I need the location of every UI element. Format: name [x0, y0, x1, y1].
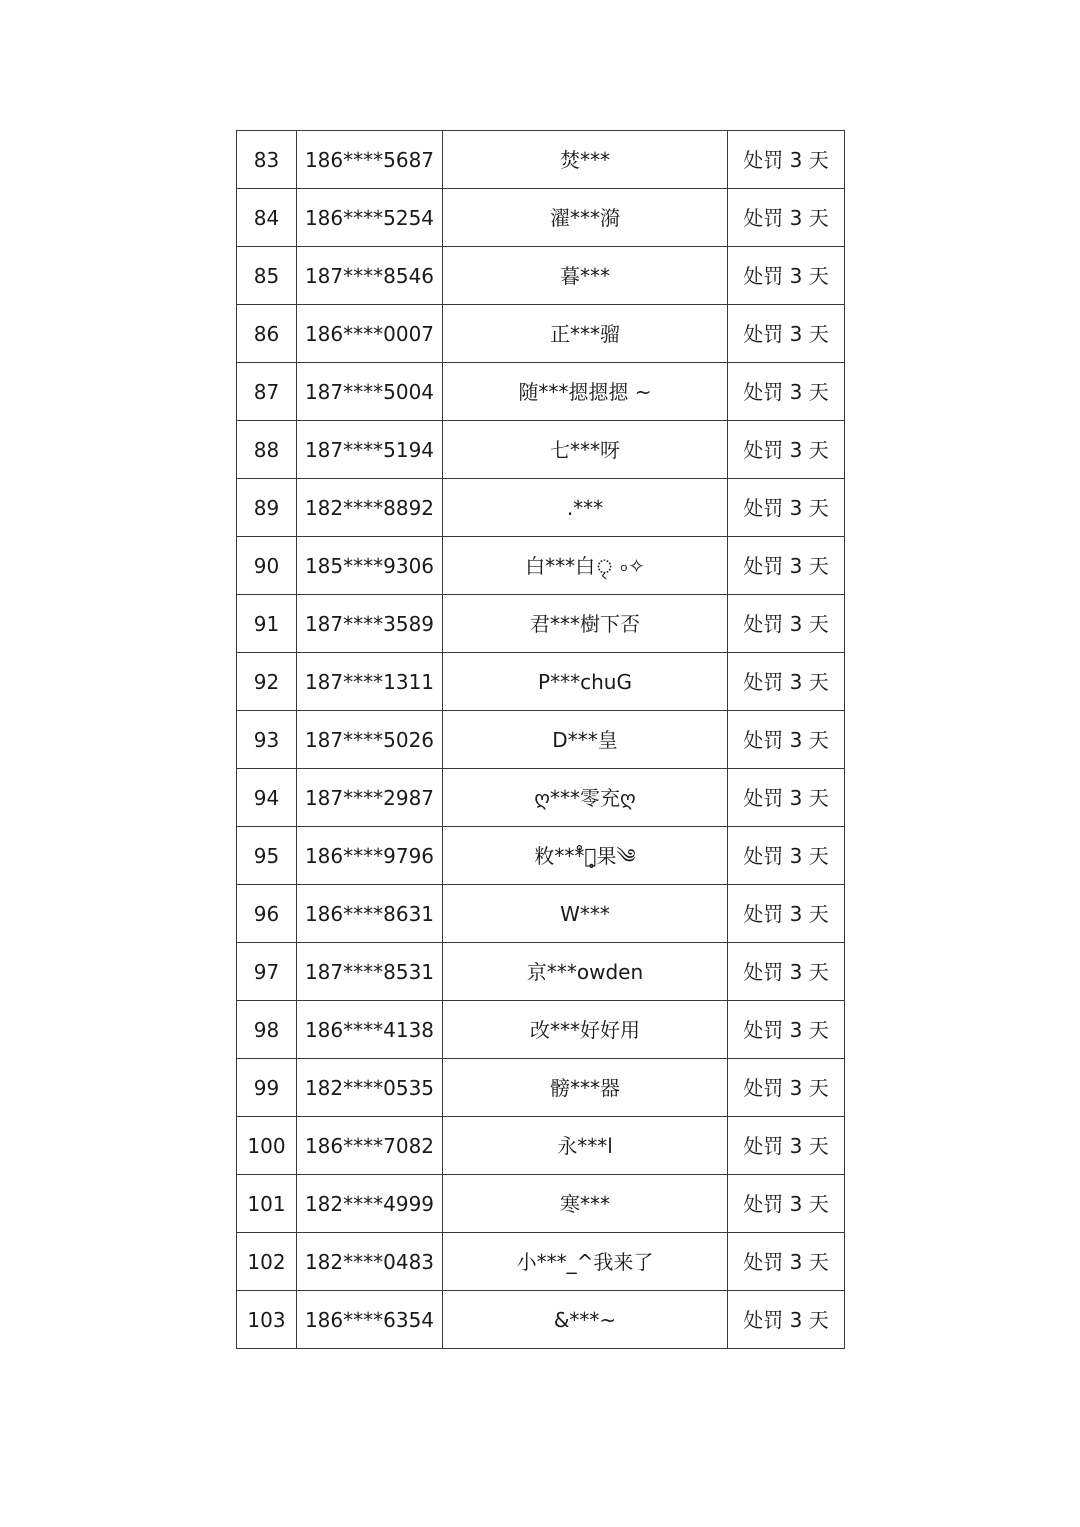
phone-cell: 182****0535 — [297, 1059, 443, 1117]
phone-cell: 187****5026 — [297, 711, 443, 769]
row-number-cell: 87 — [237, 363, 297, 421]
phone-cell: 187****1311 — [297, 653, 443, 711]
penalty-cell: 处罚 3 天 — [728, 943, 845, 1001]
table-row — [237, 363, 845, 421]
row-number-cell: 85 — [237, 247, 297, 305]
penalty-cell: 处罚 3 天 — [728, 1001, 845, 1059]
penalty-cell: 处罚 3 天 — [728, 769, 845, 827]
nickname-cell: 敉***̊苹̥果༄ — [443, 827, 728, 885]
phone-cell: 186****9796 — [297, 827, 443, 885]
penalty-cell: 处罚 3 天 — [728, 827, 845, 885]
row-number-cell: 95 — [237, 827, 297, 885]
nickname-cell: 暮*** — [443, 247, 728, 305]
penalty-cell: 处罚 3 天 — [728, 189, 845, 247]
nickname-cell: 改***好好用 — [443, 1001, 728, 1059]
phone-cell: 187****8531 — [297, 943, 443, 1001]
phone-cell: 182****0483 — [297, 1233, 443, 1291]
phone-cell: 187****2987 — [297, 769, 443, 827]
table-row — [237, 1291, 845, 1349]
table-row — [237, 1233, 845, 1291]
nickname-cell: D***皇 — [443, 711, 728, 769]
row-number-cell: 91 — [237, 595, 297, 653]
nickname-cell: P***chuG — [443, 653, 728, 711]
penalty-cell: 处罚 3 天 — [728, 537, 845, 595]
phone-cell: 186****0007 — [297, 305, 443, 363]
penalty-cell: 处罚 3 天 — [728, 1117, 845, 1175]
phone-cell: 186****5687 — [297, 131, 443, 189]
penalty-cell: 处罚 3 天 — [728, 131, 845, 189]
nickname-cell: 京***owden — [443, 943, 728, 1001]
phone-cell: 186****8631 — [297, 885, 443, 943]
row-number-cell: 103 — [237, 1291, 297, 1349]
penalty-table — [236, 130, 845, 1349]
penalty-cell: 处罚 3 天 — [728, 711, 845, 769]
row-number-cell: 101 — [237, 1175, 297, 1233]
table-row — [237, 711, 845, 769]
table-row — [237, 885, 845, 943]
row-number-cell: 83 — [237, 131, 297, 189]
row-number-cell: 86 — [237, 305, 297, 363]
nickname-cell: .*** — [443, 479, 728, 537]
nickname-cell: 小***_^我来了 — [443, 1233, 728, 1291]
penalty-cell: 处罚 3 天 — [728, 885, 845, 943]
penalty-cell: 处罚 3 天 — [728, 363, 845, 421]
nickname-cell: ღ***零充ღ — [443, 769, 728, 827]
nickname-cell: 焚*** — [443, 131, 728, 189]
phone-cell: 185****9306 — [297, 537, 443, 595]
row-number-cell: 88 — [237, 421, 297, 479]
phone-cell: 182****8892 — [297, 479, 443, 537]
row-number-cell: 92 — [237, 653, 297, 711]
nickname-cell: 正***骝 — [443, 305, 728, 363]
penalty-cell: 处罚 3 天 — [728, 421, 845, 479]
row-number-cell: 93 — [237, 711, 297, 769]
phone-cell: 187****5194 — [297, 421, 443, 479]
row-number-cell: 96 — [237, 885, 297, 943]
table-row — [237, 1175, 845, 1233]
row-number-cell: 99 — [237, 1059, 297, 1117]
phone-cell: 186****5254 — [297, 189, 443, 247]
penalty-cell: 处罚 3 天 — [728, 595, 845, 653]
nickname-cell: 七***呀 — [443, 421, 728, 479]
phone-cell: 186****6354 — [297, 1291, 443, 1349]
table-row — [237, 1117, 845, 1175]
table-row — [237, 247, 845, 305]
phone-cell: 187****3589 — [297, 595, 443, 653]
table-row — [237, 943, 845, 1001]
row-number-cell: 97 — [237, 943, 297, 1001]
penalty-table-body — [237, 131, 845, 1349]
penalty-cell: 处罚 3 天 — [728, 1291, 845, 1349]
penalty-cell: 处罚 3 天 — [728, 1059, 845, 1117]
nickname-cell: 君***樹下否 — [443, 595, 728, 653]
table-row — [237, 479, 845, 537]
table-row — [237, 189, 845, 247]
table-row — [237, 827, 845, 885]
row-number-cell: 94 — [237, 769, 297, 827]
row-number-cell: 102 — [237, 1233, 297, 1291]
penalty-cell: 处罚 3 天 — [728, 247, 845, 305]
penalty-cell: 处罚 3 天 — [728, 653, 845, 711]
table-row — [237, 653, 845, 711]
row-number-cell: 100 — [237, 1117, 297, 1175]
nickname-cell: &***~ — [443, 1291, 728, 1349]
penalty-cell: 处罚 3 天 — [728, 1233, 845, 1291]
table-row — [237, 595, 845, 653]
nickname-cell: W*** — [443, 885, 728, 943]
phone-cell: 187****5004 — [297, 363, 443, 421]
penalty-cell: 处罚 3 天 — [728, 305, 845, 363]
nickname-cell: 白***白ৃ ৹✧ — [443, 537, 728, 595]
row-number-cell: 98 — [237, 1001, 297, 1059]
table-row — [237, 769, 845, 827]
row-number-cell: 89 — [237, 479, 297, 537]
row-number-cell: 90 — [237, 537, 297, 595]
phone-cell: 182****4999 — [297, 1175, 443, 1233]
nickname-cell: 髈***器 — [443, 1059, 728, 1117]
penalty-cell: 处罚 3 天 — [728, 1175, 845, 1233]
table-row — [237, 421, 845, 479]
phone-cell: 187****8546 — [297, 247, 443, 305]
row-number-cell: 84 — [237, 189, 297, 247]
nickname-cell: 永***l — [443, 1117, 728, 1175]
table-row — [237, 305, 845, 363]
table-row — [237, 1059, 845, 1117]
table-row — [237, 131, 845, 189]
phone-cell: 186****7082 — [297, 1117, 443, 1175]
penalty-cell: 处罚 3 天 — [728, 479, 845, 537]
table-row — [237, 1001, 845, 1059]
table-row — [237, 537, 845, 595]
phone-cell: 186****4138 — [297, 1001, 443, 1059]
nickname-cell: 濯***漪 — [443, 189, 728, 247]
nickname-cell: 随***摁摁摁 ~ — [443, 363, 728, 421]
nickname-cell: 寒*** — [443, 1175, 728, 1233]
